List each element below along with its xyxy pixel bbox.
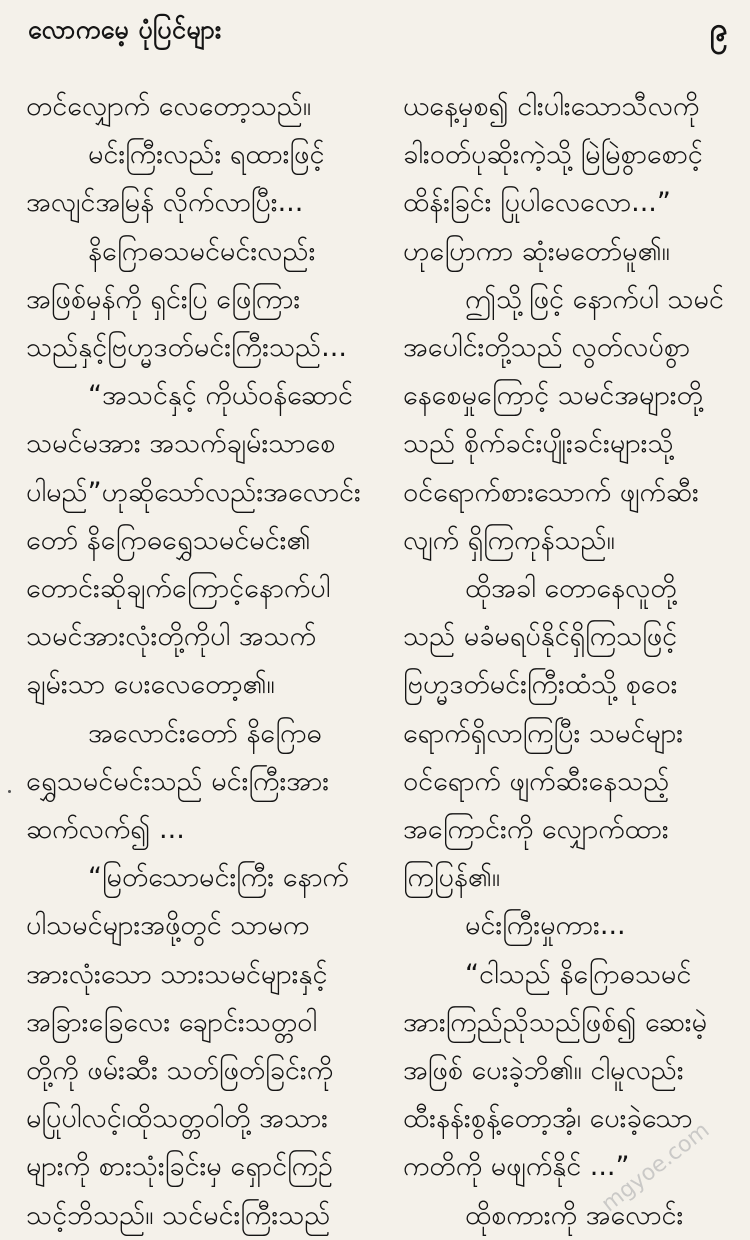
- text-line: ယနေ့မှစ၍ ငါးပါးသောသီလကို: [403, 91, 700, 122]
- text-line: အလျင်အမြန် လိုက်လာပြီး...: [26, 187, 304, 219]
- text-line: တို့ကို ဖမ်းဆီး သတ်ဖြတ်ခြင်းကို: [26, 1055, 334, 1087]
- text-line: “ငါသည် နိဂြောဓသမင်: [465, 958, 692, 990]
- text-line: ပါမည်”ဟုဆိုသော်လည်းအလောင်း: [26, 476, 361, 508]
- page-header: [28, 8, 728, 56]
- text-line: သမင်မအား အသက်ချမ်းသာစေ: [26, 428, 336, 460]
- right-text-column: [403, 83, 733, 1240]
- text-line: သည်နှင့်ဗြဟ္မဒတ်မင်းကြီးသည်...: [26, 332, 347, 364]
- text-line: ဗြဟ္မဒတ်မင်းကြီးထံသို့ စုဝေး: [403, 669, 678, 701]
- left-text-column: [26, 83, 376, 1240]
- text-line: အခြားခြေလေး ချောင်းသတ္တဝါ: [26, 1006, 318, 1038]
- text-line: ဤသို့ဖြင့် နောက်ပါ သမင်: [465, 283, 724, 315]
- text-line: ဆက်လက်၍ ...: [26, 814, 185, 846]
- text-line: တင်လျှောက် လေတော့သည်။: [26, 91, 312, 122]
- text-line: အားကြည်ညိုသည်ဖြစ်၍ ဆေးမဲ့: [403, 1006, 708, 1038]
- text-line: တောင်းဆိုချက်ကြောင့်နောက်ပါ: [26, 573, 331, 605]
- text-line: သင့်ဘိသည်။ သင်မင်းကြီးသည်: [26, 1199, 331, 1231]
- page-number: ၉: [710, 10, 728, 48]
- text-line: ထီးနန်းစွန့်တော့အံ့၊ ပေးခဲ့သော: [403, 1103, 693, 1135]
- text-line: မပြုပါလင့်၊ထိုသတ္တဝါတို့ အသား: [26, 1103, 329, 1135]
- running-title: လောကမေ့ ပုံပြင်များ: [28, 14, 222, 44]
- text-line: “မြတ်သောမင်းကြီး နောက်: [88, 862, 349, 894]
- text-line: ကြပြန်၏။: [403, 862, 501, 894]
- text-line: မင်းကြီးမှုကား...: [465, 910, 626, 942]
- text-line: နိဂြောဓသမင်မင်းလည်း: [88, 235, 316, 267]
- text-line: ရောက်ရှိလာကြပြီး သမင်များ: [403, 717, 684, 749]
- text-line: လျက် ရှိကြကုန်သည်။: [403, 524, 615, 556]
- text-line: အကြောင်းကို လျှောက်ထား: [403, 814, 669, 846]
- text-line: အဖြစ် ပေးခဲ့ဘိ၏။ ငါမူလည်း: [403, 1055, 684, 1087]
- text-line: သမင်အားလုံးတို့ကိုပါ အသက်: [26, 621, 317, 653]
- text-line: သည် စိုက်ခင်းပျိုးခင်းများသို့: [403, 428, 674, 460]
- text-line: ပါသမင်များအဖို့တွင် သာမက: [26, 910, 310, 942]
- text-line: နေစေမှုကြောင့် သမင်အများတို့: [403, 380, 703, 412]
- text-line: အားလုံးသော သားသမင်များနှင့်: [26, 958, 328, 990]
- watermark: mgyoe.com: [596, 1117, 714, 1218]
- text-line: သည် မခံမရပ်နိုင်ရှိကြသဖြင့်: [403, 621, 678, 653]
- text-line: ရွှေသမင်မင်းသည် မင်းကြီးအား: [26, 765, 330, 797]
- text-line: များကို စားသုံးခြင်းမှ ရှောင်ကြဉ်: [26, 1151, 334, 1183]
- text-line: ထိုအခါ တောနေလူတို့: [465, 573, 677, 605]
- text-line: ထိန်းခြင်း ပြုပါလေလော...”: [403, 187, 671, 219]
- text-line: ကတိကို မဖျက်နိုင် ...”: [403, 1151, 630, 1183]
- text-line: အပေါင်းတို့သည် လွတ်လပ်စွာ: [403, 332, 691, 364]
- text-line: အလောင်းတော် နိဂြောဓ: [88, 717, 322, 749]
- text-line: အဖြစ်မှန်ကို ရှင်းပြ ဖြေကြား: [26, 283, 301, 315]
- text-line: ထိုစကားကို အလောင်း: [465, 1199, 684, 1231]
- text-line: ဟုပြောကာ ဆုံးမတော်မူ၏။: [403, 235, 670, 267]
- text-line: မင်းကြီးလည်း ရထားဖြင့်: [88, 139, 325, 171]
- text-line: ခါးဝတ်ပုဆိုးကဲ့သို့ မြဲမြဲစွာစောင့်: [403, 139, 703, 171]
- text-line: တော် နိဂြောဓရွှေသမင်မင်း၏: [26, 524, 311, 556]
- text-line: ဝင်ရောက် ဖျက်ဆီးနေသည့်: [403, 765, 670, 797]
- text-line: ဝင်ရောက်စားသောက် ဖျက်ဆီး: [403, 476, 699, 508]
- text-line: ချမ်းသာ ပေးလေတော့၏။: [26, 669, 275, 701]
- text-line: “အသင်နှင့် ကိုယ်ဝန်ဆောင်: [88, 380, 353, 412]
- scan-speck: [8, 790, 11, 793]
